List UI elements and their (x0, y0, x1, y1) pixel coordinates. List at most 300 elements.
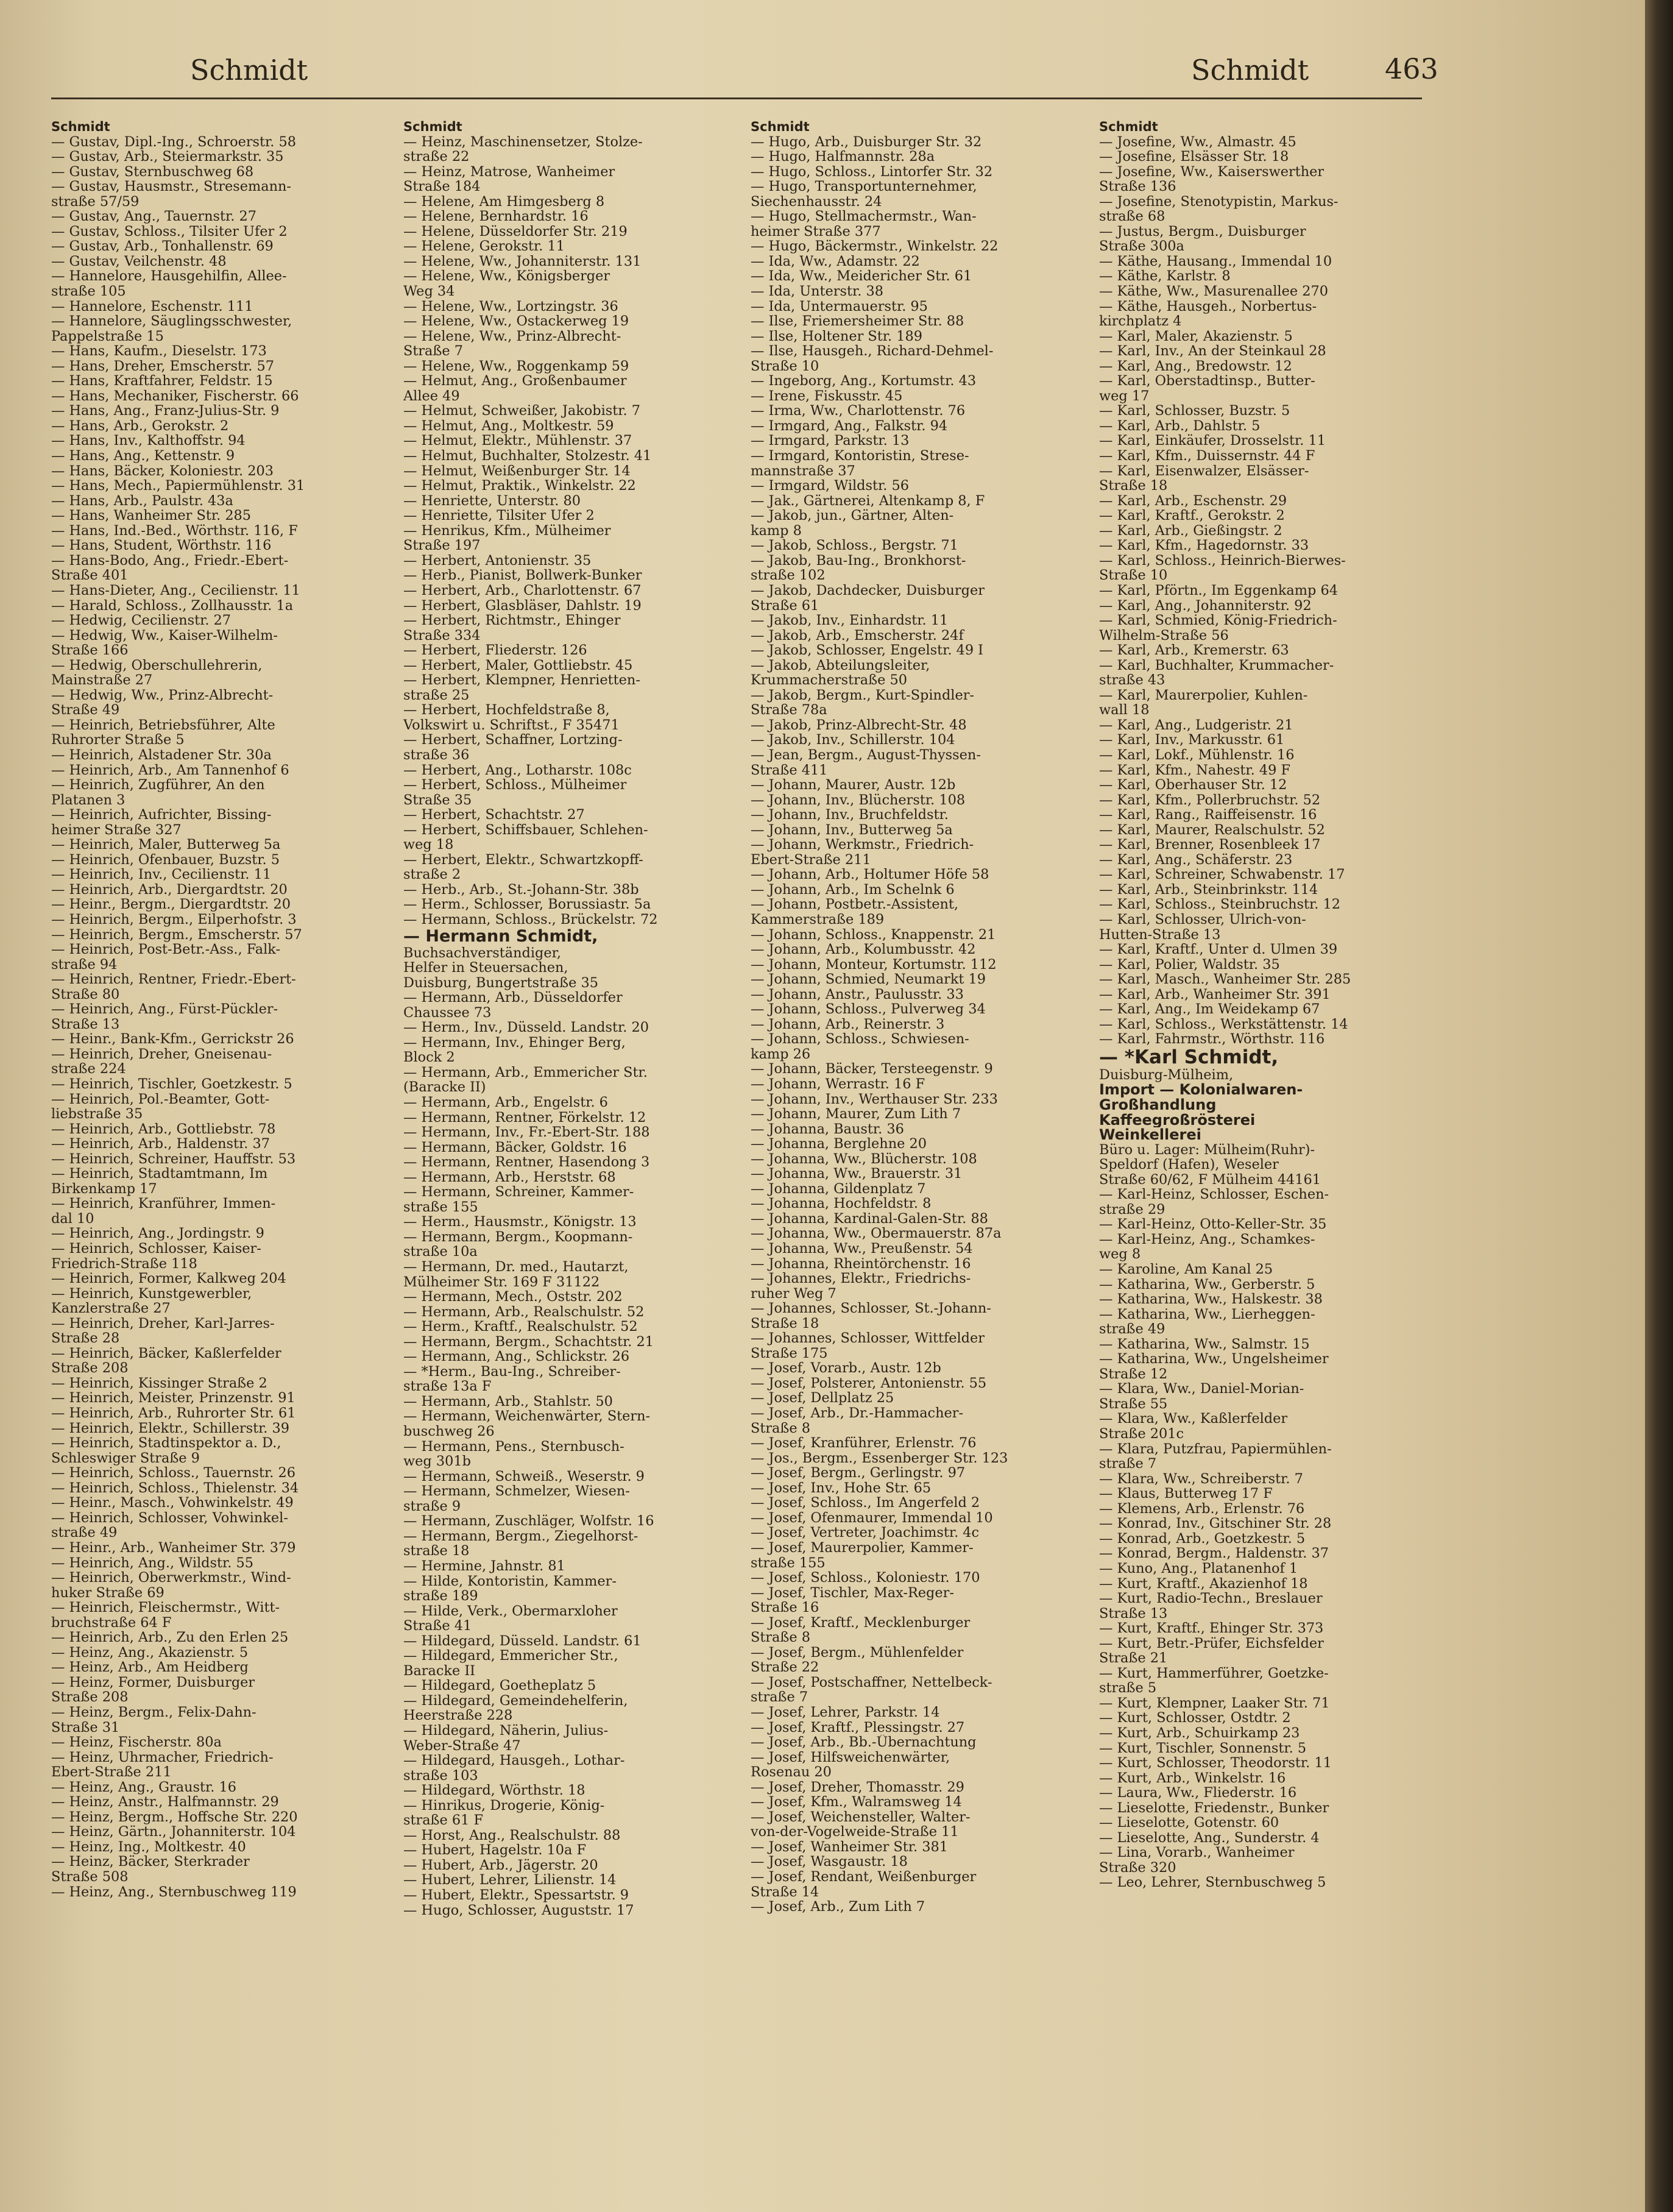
directory-entry-line: — Heinrich, Ang., Wildstr. 55 (51, 1555, 253, 1571)
directory-entry-line: — Herbert, Schaffner, Lortzing- (403, 732, 623, 748)
directory-entry-line: — Karl, Kfm., Nahestr. 49 F (1099, 762, 1291, 778)
directory-entry-line: — Katharina, Ww., Lierheggen- (1099, 1306, 1315, 1322)
directory-entry-line: Weg 34 (403, 284, 455, 299)
directory-entry-line: straße 7 (1099, 1456, 1157, 1472)
directory-entry-line: — Josef, Tischler, Max-Reger- (751, 1585, 954, 1601)
running-head-left: Schmidt (190, 54, 308, 87)
directory-entry-line: — Hans, Arb., Gerokstr. 2 (51, 418, 229, 434)
directory-entry-line: — Heinrich, Kissinger Straße 2 (51, 1375, 267, 1391)
directory-entry-line: Straße 13 (1099, 1606, 1168, 1622)
directory-entry-line: — Hermann, Schreiner, Kammer- (403, 1185, 634, 1200)
directory-entry-line: — Josef, Maurerpolier, Kammer- (751, 1540, 974, 1556)
directory-entry-line: straße 10a (403, 1244, 478, 1260)
directory-entry-line: — Johann, Inv., Bruchfeldstr. (751, 807, 949, 823)
directory-entry-line: — Jakob, Abteilungsleiter, (751, 658, 930, 673)
directory-entry-line: — Gustav, Veilchenstr. 48 (51, 253, 227, 269)
directory-entry-line: — Heinrich, Schreiner, Hauffstr. 53 (51, 1151, 296, 1167)
directory-entry-line: — Heinz, Maschinensetzer, Stolze- (403, 134, 643, 150)
directory-entry-line: — Helene, Bernhardstr. 16 (403, 209, 589, 224)
directory-entry-line: — Hildegard, Näherin, Julius- (403, 1723, 609, 1739)
directory-entry-line: — Herbert, Richtmstr., Ehinger (403, 613, 621, 628)
directory-entry-line: — Heinrich, Alstadener Str. 30a (51, 747, 272, 763)
directory-entry-line: — Hugo, Schloss., Lintorfer Str. 32 (751, 164, 993, 180)
directory-entry-line: Straße 201c (1099, 1427, 1184, 1442)
directory-entry-line: — Leo, Lehrer, Sternbuschweg 5 (1099, 1875, 1326, 1890)
directory-entry-line: — Jakob, Prinz-Albrecht-Str. 48 (751, 717, 967, 733)
directory-entry-line: — Heinr., Arb., Wanheimer Str. 379 (51, 1540, 296, 1556)
directory-entry-line: — Kurt, Tischler, Sonnenstr. 5 (1099, 1740, 1307, 1756)
directory-entry-line: straße 25 (403, 687, 470, 703)
directory-entry-line: — Karl, Schloss., Heinrich-Bierwes- (1099, 553, 1346, 569)
directory-entry-line: — Helene, Ww., Lortzingstr. 36 (403, 299, 618, 314)
directory-entry-line: — Hermann, Rentner, Förkelstr. 12 (403, 1110, 646, 1125)
directory-entry-line: — Johannes, Schlosser, St.-Johann- (751, 1301, 991, 1316)
directory-entry-line: Straße 7 (403, 344, 463, 359)
directory-entry-line: — Jakob, Arb., Emscherstr. 24f (751, 628, 964, 643)
directory-entry-line: — Herm., Schlosser, Borussiastr. 5a (403, 897, 651, 912)
directory-entry-line: — Herm., Inv., Düsseld. Landstr. 20 (403, 1020, 649, 1035)
directory-entry-line: — Hans-Bodo, Ang., Friedr.-Ebert- (51, 553, 289, 569)
directory-entry-line: Straße 300a (1099, 239, 1184, 254)
directory-entry-line: — Josef, Schloss., Im Angerfeld 2 (751, 1495, 980, 1511)
directory-entry-line: Straße 401 (51, 568, 129, 583)
directory-entry-line: — Klara, Ww., Daniel-Morian- (1099, 1381, 1304, 1397)
directory-entry-line: straße 61 F (403, 1813, 484, 1828)
directory-entry-line: — Karl, Pförtn., Im Eggenkamp 64 (1099, 583, 1338, 598)
directory-entry-line: Straße 175 (751, 1345, 828, 1361)
directory-entry-line: — Josef, Wasgaustr. 18 (751, 1854, 908, 1870)
directory-entry-line: — Johann, Monteur, Kortumstr. 112 (751, 957, 997, 973)
directory-entry-line: — Hermann, Dr. med., Hautarzt, (403, 1260, 629, 1275)
directory-entry-line: — Herbert, Elektr., Schwartzkopff- (403, 852, 643, 868)
directory-entry-line: — Gustav, Dipl.-Ing., Schroerstr. 58 (51, 134, 297, 150)
directory-entry-line: — Johann, Schmied, Neumarkt 19 (751, 972, 986, 987)
directory-entry-line: — Karl, Kfm., Hagedornstr. 33 (1099, 538, 1309, 553)
directory-entry-line: Straße 411 (751, 762, 828, 778)
directory-entry-line: — Heinz, Fischerstr. 80a (51, 1735, 222, 1750)
directory-entry-line: — Heinr., Bank-Kfm., Gerrickstr 26 (51, 1032, 294, 1047)
directory-entry-line: — Kurt, Kraftf., Akazienhof 18 (1099, 1576, 1308, 1592)
directory-entry-line: — Herbert, Glasbläser, Dahlstr. 19 (403, 598, 642, 614)
column-heading: Schmidt (751, 119, 810, 134)
directory-entry-line: Straße 21 (1099, 1651, 1168, 1666)
directory-entry-line: straße 18 (403, 1544, 470, 1559)
directory-entry-line: Straße 55 (1099, 1396, 1168, 1412)
directory-entry-line: — Katharina, Ww., Salmstr. 15 (1099, 1336, 1310, 1352)
column-heading: Schmidt (51, 119, 110, 134)
directory-entry-line: Straße 166 (51, 643, 129, 658)
directory-entry-line: Straße 18 (751, 1316, 819, 1331)
directory-entry-line: — Johann, Arb., Im Schelnk 6 (751, 882, 955, 898)
directory-entry-line: — Karl, Rang., Raiffeisenstr. 16 (1099, 807, 1317, 823)
directory-entry-line: Schleswiger Straße 9 (51, 1450, 200, 1466)
directory-entry-line: — Helene, Ww., Königsberger (403, 269, 610, 285)
directory-entry-line: straße 105 (51, 284, 126, 299)
directory-entry-line: — Lieselotte, Friedenstr., Bunker (1099, 1800, 1329, 1816)
directory-entry-line: — Karl, Ang., Ludgeristr. 21 (1099, 717, 1293, 733)
directory-entry-line: — Jakob, Inv., Schillerstr. 104 (751, 732, 955, 748)
directory-entry-line: — Johann, Arb., Reinerstr. 3 (751, 1016, 945, 1032)
directory-entry-line: Import — Kolonialwaren- (1099, 1082, 1303, 1097)
directory-entry-line: — Karl, Ang., Im Weidekamp 67 (1099, 1002, 1320, 1017)
directory-entry-line: — Josef, Dellplatz 25 (751, 1391, 894, 1406)
directory-entry-line: — Johann, Inv., Werthauser Str. 233 (751, 1091, 998, 1107)
directory-entry-line: — Hermann, Bäcker, Goldstr. 16 (403, 1140, 627, 1155)
directory-entry-line: — Kurt, Schlosser, Theodorstr. 11 (1099, 1756, 1332, 1771)
directory-entry-line: — Heinz, Uhrmacher, Friedrich- (51, 1749, 274, 1765)
directory-entry-line: weg 301b (403, 1454, 471, 1469)
directory-entry-line: — Herbert, Schloss., Mülheimer (403, 778, 627, 793)
directory-entry-line: — Hubert, Elektr., Spessartstr. 9 (403, 1887, 629, 1903)
directory-entry-line: — Horst, Ang., Realschulstr. 88 (403, 1827, 621, 1843)
directory-entry-line: — Heinrich, Former, Kalkweg 204 (51, 1271, 286, 1286)
directory-entry-line: (Baracke II) (403, 1080, 486, 1095)
directory-entry-line: — Heinrich, Aufrichter, Bissing- (51, 807, 272, 823)
directory-entry-line: — Karl, Arb., Dahlstr. 5 (1099, 418, 1261, 434)
directory-entry-line: von-der-Vogelweide-Straße 11 (751, 1824, 959, 1840)
directory-entry-line: — Hannelore, Säuglingsschwester, (51, 314, 292, 329)
directory-entry-line: — Karl, Polier, Waldstr. 35 (1099, 957, 1280, 973)
directory-entry-line: — Karl, Ang., Johanniterstr. 92 (1099, 598, 1312, 614)
directory-entry-line: — Johanna, Ww., Obermauerstr. 87a (751, 1226, 1002, 1242)
directory-entry-line: — Johann, Maurer, Zum Lith 7 (751, 1107, 961, 1122)
directory-entry-line: — Josef, Arb., Dr.-Hammacher- (751, 1406, 964, 1421)
directory-entry-line: — Hugo, Arb., Duisburger Str. 32 (751, 134, 982, 150)
directory-entry-line: Großhandlung (1099, 1097, 1217, 1113)
directory-entry-line: — Karl, Ang., Schäferstr. 23 (1099, 852, 1293, 868)
directory-entry-line: — Heinrich, Arb., Zu den Erlen 25 (51, 1630, 289, 1645)
directory-entry-line: — Heinrich, Tischler, Goetzkestr. 5 (51, 1077, 292, 1092)
directory-entry-line: — Josef, Vertreter, Joachimstr. 4c (751, 1525, 980, 1540)
directory-entry-line: — Helmut, Praktik., Winkelstr. 22 (403, 478, 636, 494)
directory-entry-line: — Karl-Heinz, Schlosser, Eschen- (1099, 1187, 1329, 1202)
directory-entry-line: — Karl, Arb., Gießingstr. 2 (1099, 523, 1282, 539)
directory-entry-line: straße 5 (1099, 1681, 1157, 1696)
directory-entry-line: — Harald, Schloss., Zollhausstr. 1a (51, 598, 294, 614)
directory-entry-line: — Karl, Schreiner, Schwabenstr. 17 (1099, 867, 1345, 882)
directory-entry-line: — Karl, Schloss., Steinbruchstr. 12 (1099, 897, 1341, 912)
directory-entry-line: — Heinz, Ang., Sternbuschweg 119 (51, 1884, 297, 1900)
directory-entry-line: straße 7 (751, 1690, 808, 1705)
directory-entry-line: — Karl, Schloss., Werkstättenstr. 14 (1099, 1016, 1348, 1032)
directory-entry-line: — Hermine, Jahnstr. 81 (403, 1558, 565, 1574)
directory-entry-line: — Jakob, Inv., Einhardstr. 11 (751, 613, 949, 628)
directory-entry-line: — Helmut, Elektr., Mühlenstr. 37 (403, 433, 632, 449)
directory-entry-line: — Hildegard, Hausgeh., Lothar- (403, 1753, 625, 1768)
directory-entry-line: — Helene, Am Himgesberg 8 (403, 194, 605, 210)
directory-entry-line: — Heinrich, Schlosser, Kaiser- (51, 1241, 261, 1257)
running-head-right: Schmidt (1191, 54, 1309, 87)
directory-entry-line: — Johannes, Elektr., Friedrichs- (751, 1271, 971, 1286)
directory-entry-line: — Hermann, Bergm., Schachtstr. 21 (403, 1334, 654, 1350)
directory-entry-line: — Helmut, Ang., Moltkestr. 59 (403, 418, 614, 434)
directory-entry-line: — Hans, Bäcker, Koloniestr. 203 (51, 463, 274, 479)
directory-entry-line: — Hermann, Arb., Herststr. 68 (403, 1169, 616, 1185)
directory-entry-line: — Heinrich, Bergm., Emscherstr. 57 (51, 927, 302, 943)
directory-entry-line: — Jakob, Bergm., Kurt-Spindler- (751, 687, 974, 703)
directory-column-2 (403, 119, 745, 2149)
directory-entry-line: — Karl, Inv., Markusstr. 61 (1099, 732, 1285, 748)
directory-entry-line: — Hinrikus, Drogerie, König- (403, 1798, 605, 1813)
directory-entry-line: — Laura, Ww., Fliederstr. 16 (1099, 1785, 1297, 1801)
directory-entry-line: Friedrich-Straße 118 (51, 1256, 197, 1272)
directory-entry-line: weg 17 (1099, 388, 1150, 404)
directory-entry-line: — Kurt, Betr.-Prüfer, Eichsfelder (1099, 1636, 1324, 1651)
directory-entry-line: Buchsachverständiger, (403, 945, 561, 961)
directory-entry-line: — Heinrich, Schloss., Tauernstr. 26 (51, 1466, 295, 1481)
directory-entry-line: — Hans, Mechaniker, Fischerstr. 66 (51, 388, 299, 404)
directory-entry-line: — Josef, Postschaffner, Nettelbeck- (751, 1675, 992, 1690)
directory-entry-line: — Heinrich, Fleischermstr., Witt- (51, 1600, 280, 1615)
directory-entry-line: — Heinz, Ang., Akazienstr. 5 (51, 1645, 249, 1661)
directory-entry-line: — Hannelore, Eschenstr. 111 (51, 299, 253, 314)
directory-entry-line: Straße 28 (51, 1331, 120, 1346)
directory-entry-line: — Karl, Oberhauser Str. 12 (1099, 778, 1287, 793)
directory-entry-line: Straße 16 (751, 1600, 819, 1615)
directory-entry-line: — Lieselotte, Ang., Sunderstr. 4 (1099, 1830, 1320, 1846)
directory-entry-line: — Ida, Unterstr. 38 (751, 284, 883, 299)
directory-entry-line: — Katharina, Ww., Halskestr. 38 (1099, 1292, 1323, 1307)
directory-entry-line: — Heinz, Bäcker, Sterkrader (51, 1854, 250, 1870)
directory-entry-line: — Hildegard, Goetheplatz 5 (403, 1678, 596, 1693)
directory-entry-line: — Karl, Arb., Wanheimer Str. 391 (1099, 987, 1331, 1002)
directory-entry-line: — Heinrich, Arb., Haldenstr. 37 (51, 1136, 270, 1152)
directory-entry-line: straße 9 (403, 1498, 461, 1514)
directory-entry-line: Straße 208 (51, 1361, 129, 1376)
directory-entry-line: — Karl, Brenner, Rosenbleek 17 (1099, 837, 1321, 853)
directory-entry-line: — Heinz, Gärtn., Johanniterstr. 104 (51, 1824, 296, 1840)
directory-entry-line: liebstraße 35 (51, 1107, 143, 1122)
directory-entry-line: Block 2 (403, 1050, 455, 1065)
directory-entry-line: straße 36 (403, 747, 470, 763)
directory-entry-line: Kaffeegroßrösterei (1099, 1112, 1256, 1128)
directory-entry-line: — Hannelore, Hausgehilfin, Allee- (51, 269, 287, 285)
directory-entry-line: — Kurt, Kraftf., Ehinger Str. 373 (1099, 1621, 1324, 1636)
directory-entry-line: — Josefine, Ww., Kaiserswerther (1099, 164, 1325, 180)
directory-entry-line: — Hermann, Bergm., Ziegelhorst- (403, 1528, 638, 1544)
directory-entry-line: — Josef, Kranführer, Erlenstr. 76 (751, 1436, 977, 1451)
directory-entry-line: — Karl, Lokf., Mühlenstr. 16 (1099, 747, 1295, 763)
directory-entry-line: — Josef, Inv., Hohe Str. 65 (751, 1480, 932, 1496)
directory-entry-line: — Helene, Ww., Ostackerweg 19 (403, 314, 629, 329)
directory-entry-line: — Ida, Ww., Adamstr. 22 (751, 253, 920, 269)
directory-entry-line: — Hermann, Inv., Fr.-Ebert-Str. 188 (403, 1125, 650, 1140)
directory-entry-line: — Karl, Fahrmstr., Wörthstr. 116 (1099, 1032, 1325, 1047)
directory-entry-line: — Konrad, Arb., Goetzkestr. 5 (1099, 1531, 1306, 1547)
directory-entry-line: Duisburg, Bungertstraße 35 (403, 975, 598, 991)
directory-entry-line: — Josef, Wanheimer Str. 381 (751, 1839, 948, 1855)
directory-entry-line: — Helene, Ww., Roggenkamp 59 (403, 358, 629, 374)
directory-column-3 (751, 119, 1092, 2149)
directory-entry-line: — Hubert, Hagelstr. 10a F (403, 1843, 587, 1858)
directory-entry-line: — Karl, Schlosser, Buzstr. 5 (1099, 403, 1290, 419)
directory-entry-line: — Heinz, Former, Duisburger (51, 1675, 255, 1690)
directory-entry-line: — Heinrich, Schlosser, Vohwinkel- (51, 1510, 288, 1526)
directory-entry-line: — Herm., Kraftf., Realschulstr. 52 (403, 1319, 638, 1335)
directory-entry-line: — Johann, Inv., Blücherstr. 108 (751, 792, 966, 808)
directory-entry-line: — Josefine, Ww., Almastr. 45 (1099, 134, 1296, 150)
directory-entry-line: Straße 10 (1099, 568, 1168, 583)
directory-entry-line: — Josef, Arb., Zum Lith 7 (751, 1899, 925, 1915)
directory-entry-line: — Heinrich, Stadtamtmann, Im (51, 1166, 268, 1182)
directory-entry-line: — Hilde, Verk., Obermarxloher (403, 1603, 618, 1619)
directory-entry-line: — Kurt, Schlosser, Ostdtr. 2 (1099, 1710, 1291, 1726)
page-number: 463 (1385, 52, 1438, 85)
page-header (0, 0, 1645, 116)
directory-entry-line: — Johanna, Kardinal-Galen-Str. 88 (751, 1211, 988, 1227)
directory-entry-line: Straße 14 (751, 1884, 819, 1900)
directory-entry-line: — Karl-Heinz, Otto-Keller-Str. 35 (1099, 1217, 1327, 1232)
directory-entry-line: Krummacherstraße 50 (751, 673, 907, 688)
directory-entry-line: — Helmut, Ang., Großenbaumer (403, 374, 627, 389)
directory-column-4 (1099, 119, 1434, 2149)
directory-entry-line: — Karl, Ang., Bredowstr. 12 (1099, 358, 1292, 374)
directory-entry-line: — Heinrich, Arb., Diergardtstr. 20 (51, 882, 288, 898)
directory-entry-line: straße 57/59 (51, 194, 140, 210)
directory-entry-line: — Hans, Mech., Papiermühlenstr. 31 (51, 478, 305, 494)
directory-entry-line: — Herb., Pianist, Bollwerk-Bunker (403, 568, 642, 583)
directory-entry-line: Straße 61 (751, 598, 819, 614)
directory-entry-line: — Klara, Ww., Schreiberstr. 7 (1099, 1471, 1303, 1487)
directory-entry-line: — Hans, Kraftfahrer, Feldstr. 15 (51, 374, 273, 389)
directory-entry-line: — Hermann, Weichenwärter, Stern- (403, 1409, 651, 1425)
directory-entry-line: — Heinrich, Bergm., Eilperhofstr. 3 (51, 912, 297, 927)
directory-entry-line: — Helene, Düsseldorfer Str. 219 (403, 224, 628, 239)
directory-entry-line: — Hildegard, Emmericher Str., (403, 1648, 618, 1664)
directory-entry-line: — Kurt, Arb., Winkelstr. 16 (1099, 1770, 1286, 1786)
directory-entry-line: — Johann, Bäcker, Tersteegenstr. 9 (751, 1062, 993, 1077)
directory-entry-line: — Karl, Masch., Wanheimer Str. 285 (1099, 972, 1351, 987)
directory-entry-line: — Heinz, Bergm., Hoffsche Str. 220 (51, 1809, 298, 1825)
directory-entry-line: — Hugo, Halfmannstr. 28a (751, 149, 935, 165)
directory-entry-line: — Josef, Kraftf., Mecklenburger (751, 1615, 971, 1631)
directory-entry-line: — Heinrich, Kunstgewerbler, (51, 1286, 252, 1302)
directory-entry-line: — Henrikus, Kfm., Mülheimer (403, 523, 611, 539)
directory-entry-line: — Hermann, Schmelzer, Wiesen- (403, 1484, 630, 1499)
directory-entry-line: — Josefine, Stenotypistin, Markus- (1099, 194, 1339, 210)
directory-entry-line: — Johanna, Baustr. 36 (751, 1121, 904, 1137)
directory-entry-line: — Heinrich, Dreher, Gneisenau- (51, 1046, 272, 1062)
directory-entry-line: — Johann, Schloss., Pulverweg 34 (751, 1002, 986, 1017)
directory-entry-line: — Johann, Werrastr. 16 F (751, 1077, 925, 1092)
directory-entry-line: — Hermann, Bergm., Koopmann- (403, 1229, 633, 1245)
directory-entry-line: — Gustav, Hausmstr., Stresemann- (51, 179, 291, 194)
directory-entry-line: — Ida, Ww., Meidericher Str. 61 (751, 269, 972, 285)
directory-entry-line: — Heinrich, Oberwerkmstr., Wind- (51, 1570, 291, 1586)
directory-entry-line: Birkenkamp 17 (51, 1181, 157, 1197)
directory-entry-line: Chaussee 73 (403, 1005, 492, 1021)
directory-entry-line: huker Straße 69 (51, 1585, 164, 1601)
directory-entry-line: — Josef, Vorarb., Austr. 12b (751, 1361, 941, 1376)
directory-entry-line: — Heinrich, Elektr., Schillerstr. 39 (51, 1420, 290, 1436)
directory-entry-line: — Johann, Anstr., Paulusstr. 33 (751, 987, 964, 1002)
directory-entry-line: — Hugo, Stellmachermstr., Wan- (751, 209, 977, 224)
directory-entry-line: — Kurt, Radio-Techn., Breslauer (1099, 1591, 1323, 1606)
directory-entry-line: — Hermann, Ang., Schlickstr. 26 (403, 1349, 630, 1364)
directory-entry-line: — Hans, Ang., Franz-Julius-Str. 9 (51, 403, 280, 419)
directory-entry-line: — Hedwig, Ww., Prinz-Albrecht- (51, 687, 274, 703)
directory-entry-line: — Helene, Ww., Johanniterstr. 131 (403, 253, 642, 269)
directory-entry-line: — Jakob, Schlosser, Engelstr. 49 I (751, 643, 984, 658)
directory-entry-line: — Jakob, jun., Gärtner, Alten- (751, 508, 954, 523)
directory-entry-line: — Hedwig, Cecilienstr. 27 (51, 613, 232, 628)
column-heading: Schmidt (1099, 119, 1158, 134)
directory-entry-line: — Heinrich, Stadtinspektor a. D., (51, 1436, 281, 1451)
directory-entry-line: — Herm., Hausmstr., Königstr. 13 (403, 1214, 637, 1230)
directory-entry-line: — Karl, Maurerpolier, Kuhlen- (1099, 687, 1308, 703)
directory-entry-line: Siechenhausstr. 24 (751, 194, 882, 210)
directory-entry-line: Mülheimer Str. 169 F 31122 (403, 1274, 600, 1290)
directory-entry-line: — Irene, Fiskusstr. 45 (751, 388, 903, 404)
directory-entry-line: — Heinrich, Maler, Butterweg 5a (51, 837, 281, 853)
directory-entry-line: — Josef, Lehrer, Parkstr. 14 (751, 1704, 940, 1720)
directory-entry-line: — Heinrich, Arb., Gottliebstr. 78 (51, 1121, 276, 1137)
directory-entry-line: — Hugo, Schlosser, Auguststr. 17 (403, 1902, 634, 1918)
directory-entry-line: — Justus, Bergm., Duisburger (1099, 224, 1306, 239)
directory-entry-line: — Jakob, Schloss., Bergstr. 71 (751, 538, 958, 553)
directory-entry-line: — Heinrich, Arb., Am Tannenhof 6 (51, 762, 289, 778)
directory-entry-line: — Käthe, Karlstr. 8 (1099, 269, 1231, 285)
directory-entry-line: — Hans, Kaufm., Dieselstr. 173 (51, 344, 267, 359)
directory-entry-line: — Hermann, Inv., Ehinger Berg, (403, 1035, 626, 1051)
directory-entry-line: — Kurt, Klempner, Laaker Str. 71 (1099, 1695, 1330, 1711)
directory-entry-line: — Herbert, Ang., Lotharstr. 108c (403, 762, 632, 778)
directory-entry-line: — Herbert, Maler, Gottliebstr. 45 (403, 658, 633, 673)
directory-entry-line: — Heinr., Bergm., Diergardtstr. 20 (51, 897, 291, 912)
directory-entry-line: — Karl, Kraftf., Unter d. Ulmen 39 (1099, 942, 1338, 957)
directory-entry-line: — Helmut, Weißenburger Str. 14 (403, 463, 631, 479)
directory-entry-line: — Heinrich, Pol.-Beamter, Gott- (51, 1091, 270, 1107)
directory-entry-line: Allee 49 (403, 388, 460, 404)
directory-entry-line: — Herbert, Klempner, Henrietten- (403, 673, 640, 688)
directory-entry-line: heimer Straße 327 (51, 822, 182, 838)
directory-entry-line: — Heinz, Anstr., Halfmannstr. 29 (51, 1795, 279, 1810)
directory-entry-line: — Hermann, Arb., Realschulstr. 52 (403, 1304, 645, 1320)
directory-entry-line: — Konrad, Bergm., Haldenstr. 37 (1099, 1546, 1329, 1561)
directory-entry-line: Weber-Straße 47 (403, 1738, 521, 1754)
directory-entry-line: — Karl, Schmied, König-Friedrich- (1099, 613, 1337, 628)
directory-entry-line: — Karl, Kfm., Pollerbruchstr. 52 (1099, 792, 1321, 808)
directory-entry-line: Straße 197 (403, 538, 481, 553)
directory-entry-line: — Heinz, Ang., Graustr. 16 (51, 1779, 236, 1795)
directory-entry-line: — Heinrich, Post-Betr.-Ass., Falk- (51, 942, 281, 957)
directory-entry-line: — Karl, Arb., Kremerstr. 63 (1099, 643, 1289, 658)
directory-entry-line: — Hermann, Arb., Emmericher Str. (403, 1065, 648, 1080)
directory-entry-line: — Jak., Gärtnerei, Altenkamp 8, F (751, 493, 985, 509)
directory-entry-line: — Johannes, Schlosser, Wittfelder (751, 1331, 985, 1346)
directory-entry-line: — Hans, Wanheimer Str. 285 (51, 508, 252, 523)
directory-entry-line: — Herbert, Hochfeldstraße 8, (403, 703, 610, 718)
directory-entry-line: — Karl, Eisenwalzer, Elsässer- (1099, 463, 1309, 479)
directory-entry-line: — Karl, Schlosser, Ulrich-von- (1099, 912, 1306, 927)
directory-entry-line: — Josef, Schloss., Koloniestr. 170 (751, 1570, 980, 1586)
directory-entry-line: — Johann, Maurer, Austr. 12b (751, 778, 956, 793)
directory-entry-line: — Johann, Arb., Kolumbusstr. 42 (751, 942, 976, 957)
directory-entry-line: Straße 184 (403, 179, 481, 194)
directory-entry-line: straße 224 (51, 1062, 126, 1077)
header-rule (51, 97, 1422, 99)
directory-entry-line: — Karl, Arb., Eschenstr. 29 (1099, 493, 1287, 509)
directory-entry-line: straße 29 (1099, 1202, 1165, 1218)
directory-entry-line: — Heinrich, Inv., Cecilienstr. 11 (51, 867, 272, 882)
directory-entry-line: — Karl, Inv., An der Steinkaul 28 (1099, 344, 1326, 359)
directory-entry-line: weg 8 (1099, 1247, 1141, 1263)
directory-entry-line: — Helmut, Buchhalter, Stolzestr. 41 (403, 448, 652, 464)
directory-entry-line: — Karl, Arb., Steinbrinkstr. 114 (1099, 882, 1318, 898)
directory-entry-line: — Jakob, Dachdecker, Duisburger (751, 583, 985, 598)
directory-entry-line: — Heinrich, Arb., Ruhrorter Str. 61 (51, 1406, 296, 1421)
directory-entry-line: ruher Weg 7 (751, 1286, 837, 1302)
